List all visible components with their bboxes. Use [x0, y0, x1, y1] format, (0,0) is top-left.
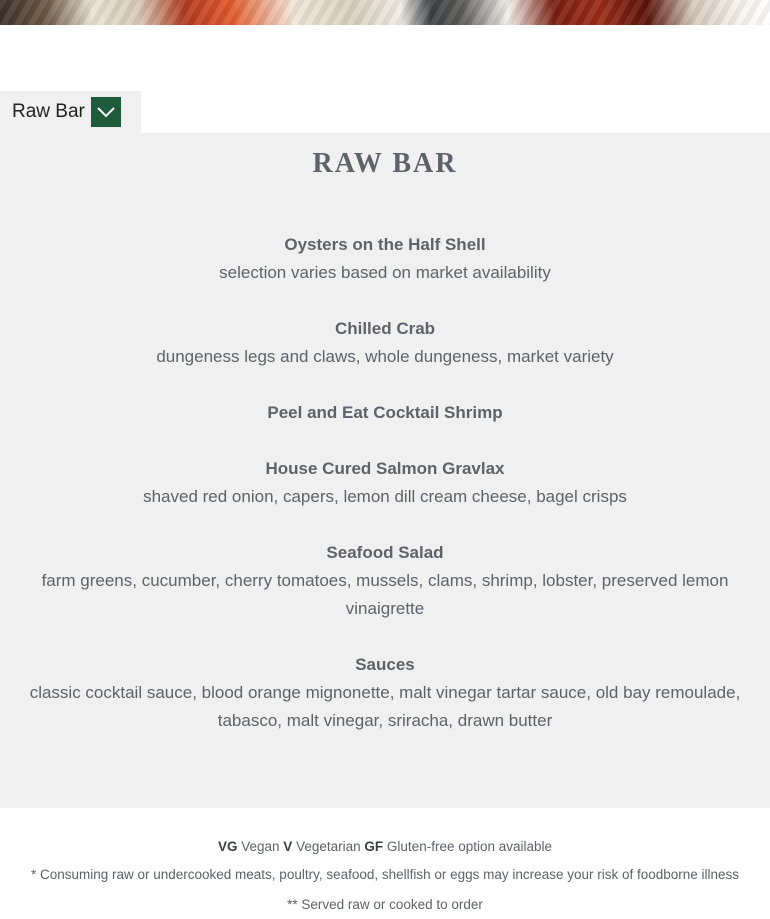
legend-gf-code: GF	[364, 839, 384, 854]
menu-item-description: farm greens, cucumber, cherry tomatoes, mussels, clams, shrimp, lobster, preserved lemon vinaigrette	[41, 571, 729, 618]
menu-item-description: classic cocktail sauce, blood orange mignonette, malt vinegar tartar sauce, old bay remoulade, tabasco, malt vinegar, sriracha, drawn butter	[29, 683, 741, 730]
diet-legend	[0, 839, 770, 854]
menu-item	[20, 455, 750, 511]
menu-item-name: Seafood Salad	[326, 543, 444, 562]
menu-item-name: Chilled Crab	[334, 319, 436, 338]
legend-gf-text: Gluten-free option available	[386, 839, 553, 854]
legend-v-code: V	[283, 839, 293, 854]
dropdown-label: Raw Bar	[12, 101, 85, 122]
menu-item	[20, 231, 750, 287]
menu-item-name: Peel and Eat Cocktail Shrimp	[267, 403, 503, 422]
chevron-down-icon[interactable]	[91, 97, 121, 127]
menu-item	[20, 315, 750, 371]
legend-vg-text: Vegan	[241, 839, 280, 854]
menu-item-description: selection varies based on market availability	[219, 263, 551, 282]
legend-vg-code: VG	[217, 839, 238, 854]
section-title: RAW BAR	[312, 148, 458, 179]
menu-item	[20, 651, 750, 735]
served-note: ** Served raw or cooked to order	[287, 897, 483, 912]
menu-item-description: shaved red onion, capers, lemon dill cream cheese, bagel crisps	[143, 487, 627, 506]
legend-v-text: Vegetarian	[296, 839, 361, 854]
raw-food-disclaimer: * Consuming raw or undercooked meats, poultry, seafood, shellfish or eggs may increase your risk of foodborne illness	[30, 867, 740, 882]
menu-items-list	[20, 231, 750, 763]
menu-item-name: Oysters on the Half Shell	[284, 235, 486, 254]
menu-item-description: dungeness legs and claws, whole dungeness, market variety	[156, 347, 614, 366]
menu-item-name: House Cured Salmon Gravlax	[265, 459, 505, 478]
menu-item	[20, 539, 750, 623]
menu-item	[20, 399, 750, 427]
menu-item-name: Sauces	[355, 655, 415, 674]
menu-category-dropdown[interactable]	[0, 91, 141, 133]
seafood-spread-image	[0, 0, 770, 25]
